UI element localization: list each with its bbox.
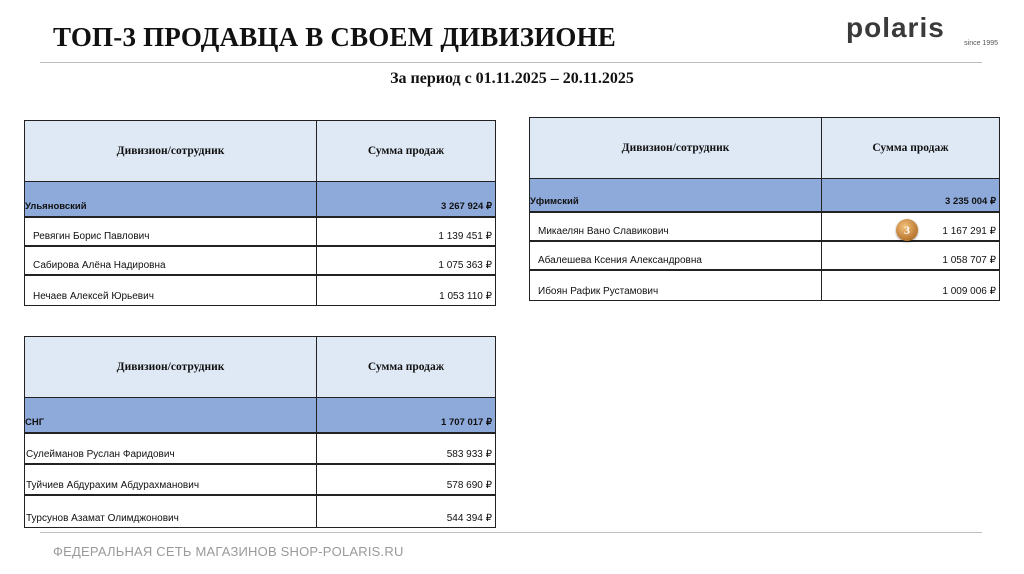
- table-row: [25, 247, 495, 276]
- col-division-header: Дивизион/сотрудник: [25, 337, 317, 397]
- table-row: [25, 496, 495, 527]
- division-total: 1 707 017 ₽: [441, 417, 492, 428]
- table-header: [25, 121, 495, 182]
- col-sales-header: Сумма продаж: [367, 361, 445, 373]
- col-sales-header: Сумма продаж: [872, 142, 949, 154]
- table-header: [530, 118, 999, 179]
- table-row: [25, 276, 495, 305]
- page-title: ТОП-3 ПРОДАВЦА В СВОЕМ ДИВИЗИОНЕ: [53, 22, 616, 52]
- table-row: [530, 213, 999, 242]
- col-sales-header: Сумма продаж: [367, 145, 445, 157]
- division-name: Уфимский: [530, 179, 822, 211]
- division-name: СНГ: [25, 398, 317, 432]
- title-divider: [40, 62, 982, 63]
- division-table-ulyanovsk: [24, 120, 496, 306]
- employee-amount: 544 394 ₽: [446, 513, 492, 524]
- employee-name: Ревягин Борис Павлович: [25, 218, 317, 245]
- employee-name: Абалешева Ксения Александровна: [530, 242, 822, 269]
- employee-amount: 583 933 ₽: [446, 449, 492, 460]
- table-row: [530, 271, 999, 300]
- polaris-logo: [846, 14, 1001, 50]
- employee-name: Сабирова Алёна Надировна: [25, 247, 317, 274]
- employee-name: Туйчиев Абдурахим Абдурахманович: [25, 465, 317, 494]
- employee-amount: 1 009 006 ₽: [942, 286, 996, 297]
- table-row: [25, 218, 495, 247]
- employee-name: Ибоян Рафик Рустамович: [530, 271, 822, 300]
- col-division-header: Дивизион/сотрудник: [25, 121, 317, 181]
- table-row: [25, 465, 495, 496]
- employee-amount: 1 053 110 ₽: [439, 291, 492, 302]
- logo-tagline: since 1995: [964, 40, 998, 47]
- employee-amount: 1 139 451 ₽: [438, 231, 492, 242]
- table-row: [25, 434, 495, 465]
- division-total: 3 235 004 ₽: [945, 196, 996, 207]
- employee-amount: 1 075 363 ₽: [438, 260, 492, 271]
- division-table-ufa: [529, 117, 1000, 301]
- footer-text: ФЕДЕРАЛЬНАЯ СЕТЬ МАГАЗИНОВ SHOP-POLARIS.RU: [53, 544, 404, 559]
- division-table-sng: [24, 336, 496, 528]
- footer-divider: [40, 532, 982, 533]
- employee-amount: 578 690 ₽: [446, 480, 492, 491]
- division-row: [25, 398, 495, 434]
- employee-name: Турсунов Азамат Олимджонович: [25, 496, 317, 527]
- division-total: 3 267 924 ₽: [441, 201, 492, 212]
- employee-amount: 1 058 707 ₽: [942, 255, 996, 266]
- logo-wordmark: polaris: [846, 12, 945, 43]
- division-row: [530, 179, 999, 213]
- table-row: [530, 242, 999, 271]
- table-header: [25, 337, 495, 398]
- employee-name: Сулейманов Руслан Фаридович: [25, 434, 317, 463]
- col-division-header: Дивизион/сотрудник: [530, 118, 822, 178]
- division-name: Ульяновский: [25, 182, 317, 216]
- employee-name: Нечаев Алексей Юрьевич: [25, 276, 317, 305]
- employee-name: Микаелян Вано Славикович: [530, 213, 822, 240]
- bronze-medal-icon: 3: [896, 219, 918, 241]
- division-row: [25, 182, 495, 218]
- employee-amount: 1 167 291 ₽: [942, 226, 996, 237]
- period-subtitle: За период с 01.11.2025 – 20.11.2025: [390, 70, 634, 87]
